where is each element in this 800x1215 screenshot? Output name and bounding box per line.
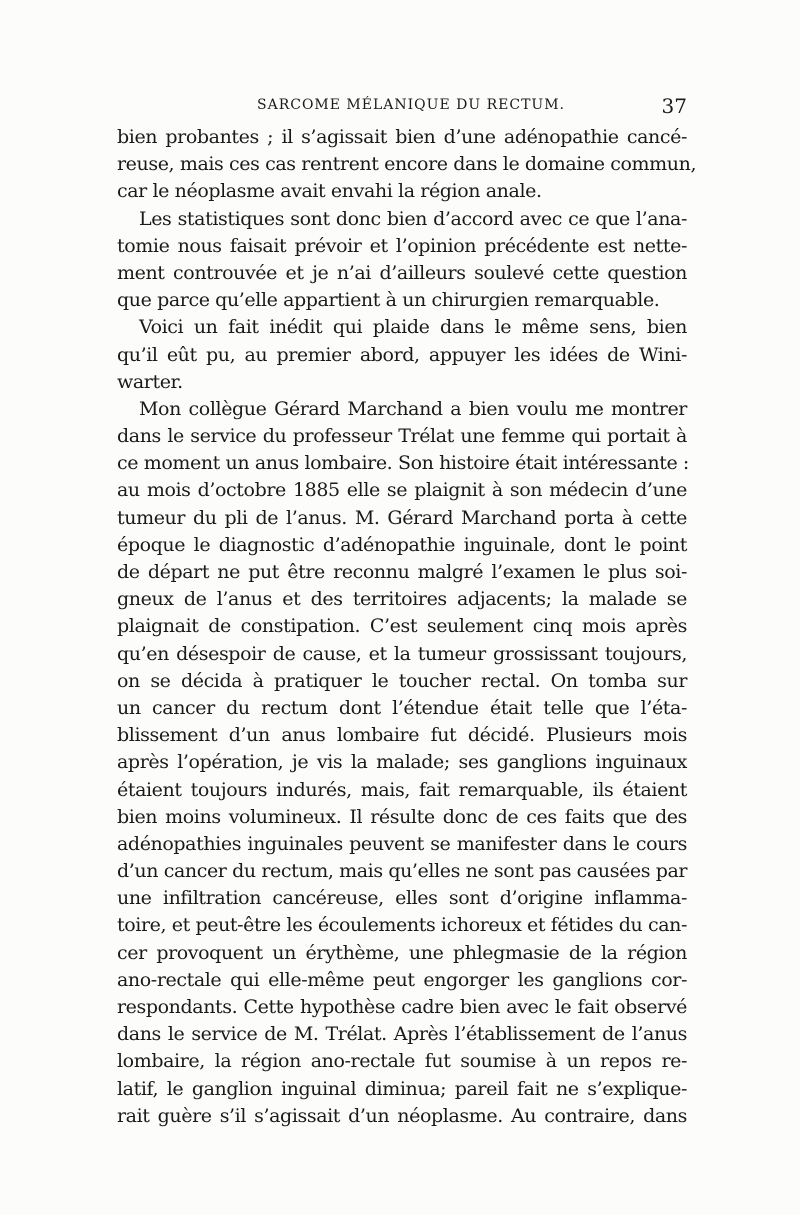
text-line: dans le service du professeur Trélat une femme qui portait à [117,425,687,448]
text-line: cer provoquent un érythème, une phlegmasie de la région [117,941,687,964]
text-line: Les statistiques sont donc bien d’accord avec ce que l’ana- [139,207,687,230]
text-line: blissement d’un anus lombaire fut décidé. Plusieurs mois [117,724,687,747]
text-line: toire, et peut-être les écoulements ichoreux et fétides du can- [117,914,688,937]
text-line: gneux de l’anus et des territoires adjacents; la malade se [117,588,687,611]
text-line: tumeur du pli de l’anus. M. Gérard Marchand porta à cette [117,506,687,529]
text-line: ce moment un anus lombaire. Son histoire était intéressante : [117,452,689,475]
text-line: étaient toujours indurés, mais, fait remarquable, ils étaient [117,778,687,801]
text-line: respondants. Cette hypothèse cadre bien avec le fait observé [117,996,687,1018]
running-title: SARCOME MÉLANIQUE DU RECTUM. [257,97,565,113]
text-line: reuse, mais ces cas rentrent encore dans le domaine commun, [117,153,697,176]
text-line: bien probantes ; il s’agissait bien d’une adénopathie cancé- [117,126,687,148]
text-line: après l’opération, je vis la malade; ses ganglions inguinaux [117,751,687,774]
text-line: un cancer du rectum dont l’étendue était telle que l’éta- [117,696,687,719]
text-line: adénopathies inguinales peuvent se manifester dans le cours [117,832,687,855]
text-line: de départ ne put être reconnu malgré l’examen le plus soi- [117,561,687,583]
text-line: plaignait de constipation. C’est seulement cinq mois après [117,615,687,638]
text-line: ment controuvée et je n’ai d’ailleurs soulevé cette question [117,261,687,284]
text-line: on se décida à pratiquer le toucher rectal. On tomba sur [117,669,687,692]
text-line: bien moins volumineux. Il résulte donc de ces faits que des [117,805,687,828]
text-line: lombaire, la région ano-rectale fut soumise à un repos re- [117,1050,687,1073]
text-line: au mois d’octobre 1885 elle se plaignit à son médecin d’une [117,479,687,502]
text-line: que parce qu’elle appartient à un chirurgien remarquable. [117,289,660,312]
text-line: qu’il eût pu, au premier abord, appuyer les idées de Wini- [117,343,687,366]
text-line: époque le diagnostic d’adénopathie inguinale, dont le point [117,533,687,556]
body-text [117,124,697,1130]
text-line: car le néoplasme avait envahi la région anale. [117,180,542,203]
page-number: 37 [661,94,687,118]
text-line: rait guère s’il s’agissait d’un néoplasme. Au contraire, dans [117,1104,687,1127]
text-line: warter. [117,370,183,393]
running-head [117,94,687,118]
text-line: Voici un fait inédit qui plaide dans le même sens, bien [139,316,687,339]
text-line: dans le service de M. Trélat. Après l’établissement de l’anus [117,1023,687,1046]
text-line: qu’en désespoir de cause, et la tumeur grossissant toujours, [117,642,687,665]
text-line: latif, le ganglion inguinal diminua; pareil fait ne s’explique- [117,1077,687,1100]
text-line: d’un cancer du rectum, mais qu’elles ne sont pas causées par [117,860,688,883]
text-line: une infiltration cancéreuse, elles sont d’origine inflamma- [117,887,687,910]
text-line: Mon collègue Gérard Marchand a bien voulu me montrer [139,397,687,420]
text-line: ano-rectale qui elle-même peut engorger les ganglions cor- [117,968,687,991]
text-line: tomie nous faisait prévoir et l’opinion précédente est nette- [117,234,687,257]
